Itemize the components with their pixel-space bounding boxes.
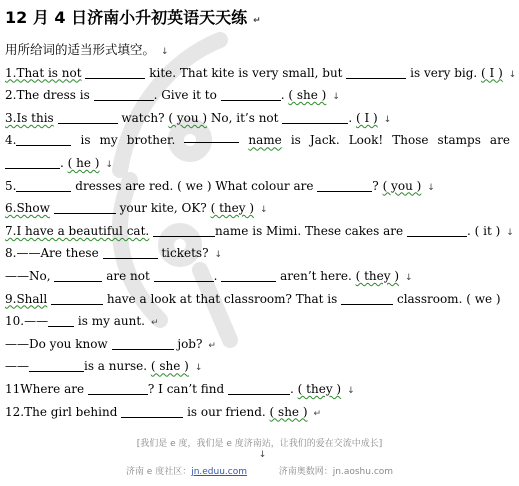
q3-part-e: . (348, 110, 353, 125)
q1-hint: ( I ) (481, 65, 503, 80)
q2-part-b: . Give it to (153, 88, 217, 103)
q8-part-d: are not (106, 268, 150, 283)
line-break-icon: ↓ (508, 69, 517, 80)
q8-part-b: tickets? (161, 246, 209, 261)
q10-hint: ( she ) (150, 359, 189, 374)
worksheet (5, 6, 517, 423)
q7-part-a: 7.I have a beautiful cat. (5, 223, 150, 238)
question-2 (5, 84, 517, 107)
q8-part-c: ——No, (5, 268, 51, 283)
paragraph-mark-icon: ↵ (208, 340, 216, 351)
q4-word-7: Jack. (309, 133, 340, 148)
q4-word-9: Those (392, 133, 429, 148)
question-10-line-3 (5, 355, 517, 378)
q5-blank-2[interactable] (317, 178, 372, 192)
q4-word-10: stamps (437, 133, 481, 148)
line-break-icon: ↓ (506, 227, 514, 238)
q4-blank-2[interactable] (184, 129, 239, 143)
q1-blank-2[interactable] (346, 65, 406, 79)
question-8 (5, 242, 517, 265)
q10-blank-2[interactable] (112, 336, 174, 350)
line-break-icon: ↓ (194, 363, 203, 374)
q11-part-a: 11Where are (5, 381, 85, 396)
q8-blank-4[interactable] (221, 268, 276, 282)
q5-hint: ( you ) (382, 178, 422, 193)
q9-part-b: have a look at that classroom? That is (106, 291, 338, 306)
question-12 (5, 401, 517, 424)
footer-site1-label: 济南 e 度社区： (125, 467, 192, 477)
q3-part-d: No, it’s not (210, 110, 279, 125)
footer-tagline (0, 436, 519, 449)
question-1 (5, 62, 517, 85)
q4-word-5: name (248, 133, 282, 148)
footer-links (0, 464, 519, 477)
q4-word-2: is (80, 133, 91, 148)
q9-part-a: 9.Shall (5, 291, 48, 306)
q12-hint: ( she ) (269, 404, 308, 419)
q1-blank-1[interactable] (85, 65, 145, 79)
q4-blank-3[interactable] (5, 155, 60, 169)
q9-part-c: classroom. (396, 291, 463, 306)
q8-part-a: 8.——Are these (5, 246, 99, 261)
q6-blank-1[interactable] (54, 200, 116, 214)
q7-part-c: . (466, 223, 471, 238)
q10-part-e: —— (5, 359, 29, 374)
q11-part-c: . (290, 381, 294, 396)
q10-part-c: ——Do you know (5, 336, 108, 351)
instruction (5, 39, 517, 62)
q8-part-f: aren’t here. (280, 268, 352, 283)
q10-blank-3[interactable] (29, 358, 84, 372)
q11-blank-2[interactable] (228, 381, 290, 395)
line-break-icon: ↓ (332, 92, 340, 103)
footer-site1-link[interactable]: jn.eduu.com (191, 467, 248, 477)
q1-part-c: is very big. (410, 65, 478, 80)
question-5 (5, 175, 517, 198)
q9-blank-2[interactable] (341, 291, 393, 305)
q10-part-a: 10.—— (5, 314, 49, 329)
q7-blank-2[interactable] (407, 223, 467, 237)
q7-blank-1[interactable] (153, 223, 215, 237)
instruction-text: 用所给词的适当形式填空。 (5, 42, 156, 57)
line-break-icon: ↓ (258, 450, 267, 460)
q12-blank-1[interactable] (121, 404, 183, 418)
q1-part-a: 1.That is not (5, 65, 82, 80)
q6-part-b: your kite, OK? (119, 201, 207, 216)
q7-hint: ( it ) (474, 223, 501, 238)
q10-part-f: is a nurse. (84, 359, 148, 374)
q8-blank-2[interactable] (54, 268, 102, 282)
q11-hint: ( they ) (297, 381, 342, 396)
q10-part-d: job? (177, 336, 203, 351)
question-9 (5, 288, 517, 311)
q3-part-a: 3.Is this (5, 110, 54, 125)
question-4 (5, 129, 517, 152)
footer-site2-label: 济南奥数网： (278, 467, 333, 477)
q3-hint-1: ( you ) (168, 110, 208, 125)
q3-hint-2: ( I ) (355, 110, 378, 125)
footer-tagline-text: [我们是 e 度，我们是 e 度济南站，让我们的爱在交流中成长] (136, 439, 383, 449)
line-break-icon: ↓ (347, 385, 355, 396)
paragraph-mark-icon: ↵ (150, 318, 159, 329)
q5-part-b: dresses are red. ( we ) What colour are (75, 178, 314, 193)
worksheet-title (5, 6, 517, 33)
q2-blank-1[interactable] (94, 87, 154, 101)
q2-part-c: . (280, 88, 285, 103)
question-8-reply (5, 265, 517, 288)
q9-blank-1[interactable] (51, 291, 103, 305)
footer-marker (0, 450, 519, 460)
paragraph-mark-icon: ↵ (253, 16, 261, 26)
q10-blank-1[interactable] (48, 313, 74, 327)
title-text: 12 月 4 日济南小升初英语天天练 (5, 8, 248, 27)
q7-part-b: name is Mimi. These cakes are (215, 223, 404, 238)
question-7 (5, 220, 517, 243)
q4-word-6: is (290, 133, 301, 148)
line-break-icon: ↓ (161, 47, 169, 57)
line-break-icon: ↓ (260, 205, 268, 216)
line-break-icon: ↓ (214, 250, 223, 261)
q6-part-a: 6.Show (5, 201, 50, 216)
line-break-icon: ↓ (383, 114, 392, 125)
q1-part-b: kite. That kite is very small, but (149, 65, 343, 80)
q5-blank-1[interactable] (16, 178, 71, 192)
q2-blank-2[interactable] (221, 87, 281, 101)
q4-word-11: are (489, 133, 510, 148)
q10-part-b: is my aunt. (77, 314, 145, 329)
q12-part-b: is our friend. (187, 404, 266, 419)
q3-part-b: watch? (121, 110, 165, 125)
question-6 (5, 197, 517, 220)
q4-cont: . (60, 155, 64, 170)
q4-hint: ( he ) (67, 155, 100, 170)
q4-word-4: brother. (126, 133, 176, 148)
question-10-line-2 (5, 333, 517, 356)
q5-part-c: ? (372, 178, 379, 193)
q2-hint: ( she ) (288, 88, 327, 103)
paragraph-mark-icon: ↵ (313, 408, 322, 419)
q8-part-e: . (213, 268, 218, 283)
question-10 (5, 310, 517, 333)
q8-blank-1[interactable] (103, 245, 158, 259)
q11-part-b: ? I can’t find (147, 381, 225, 396)
question-11 (5, 378, 517, 401)
line-break-icon: ↓ (405, 272, 413, 283)
q4-justified-line (5, 129, 510, 152)
line-break-icon: ↓ (105, 159, 114, 170)
q8-blank-3[interactable] (154, 268, 214, 282)
q2-part-a: 2.The dress is (5, 88, 90, 103)
question-4-continued (5, 152, 517, 175)
q5-part-a: 5. (5, 178, 17, 193)
q6-hint: ( they ) (210, 201, 255, 216)
q3-blank-2[interactable] (282, 110, 348, 124)
footer-site2-link[interactable]: jn.aoshu.com (332, 467, 394, 477)
q4-word-3: my (99, 133, 118, 148)
q4-word-1: 4. (5, 133, 17, 148)
q4-word-8: Look! (348, 133, 384, 148)
q8-hint: ( they ) (355, 268, 400, 283)
line-break-icon: ↓ (427, 182, 435, 193)
q11-blank-1[interactable] (88, 381, 148, 395)
q4-blank-1[interactable] (16, 132, 71, 146)
q12-part-a: 12.The girl behind (5, 404, 118, 419)
q3-blank-1[interactable] (58, 110, 118, 124)
question-3 (5, 107, 517, 130)
q9-hint: ( we ) (466, 291, 501, 306)
